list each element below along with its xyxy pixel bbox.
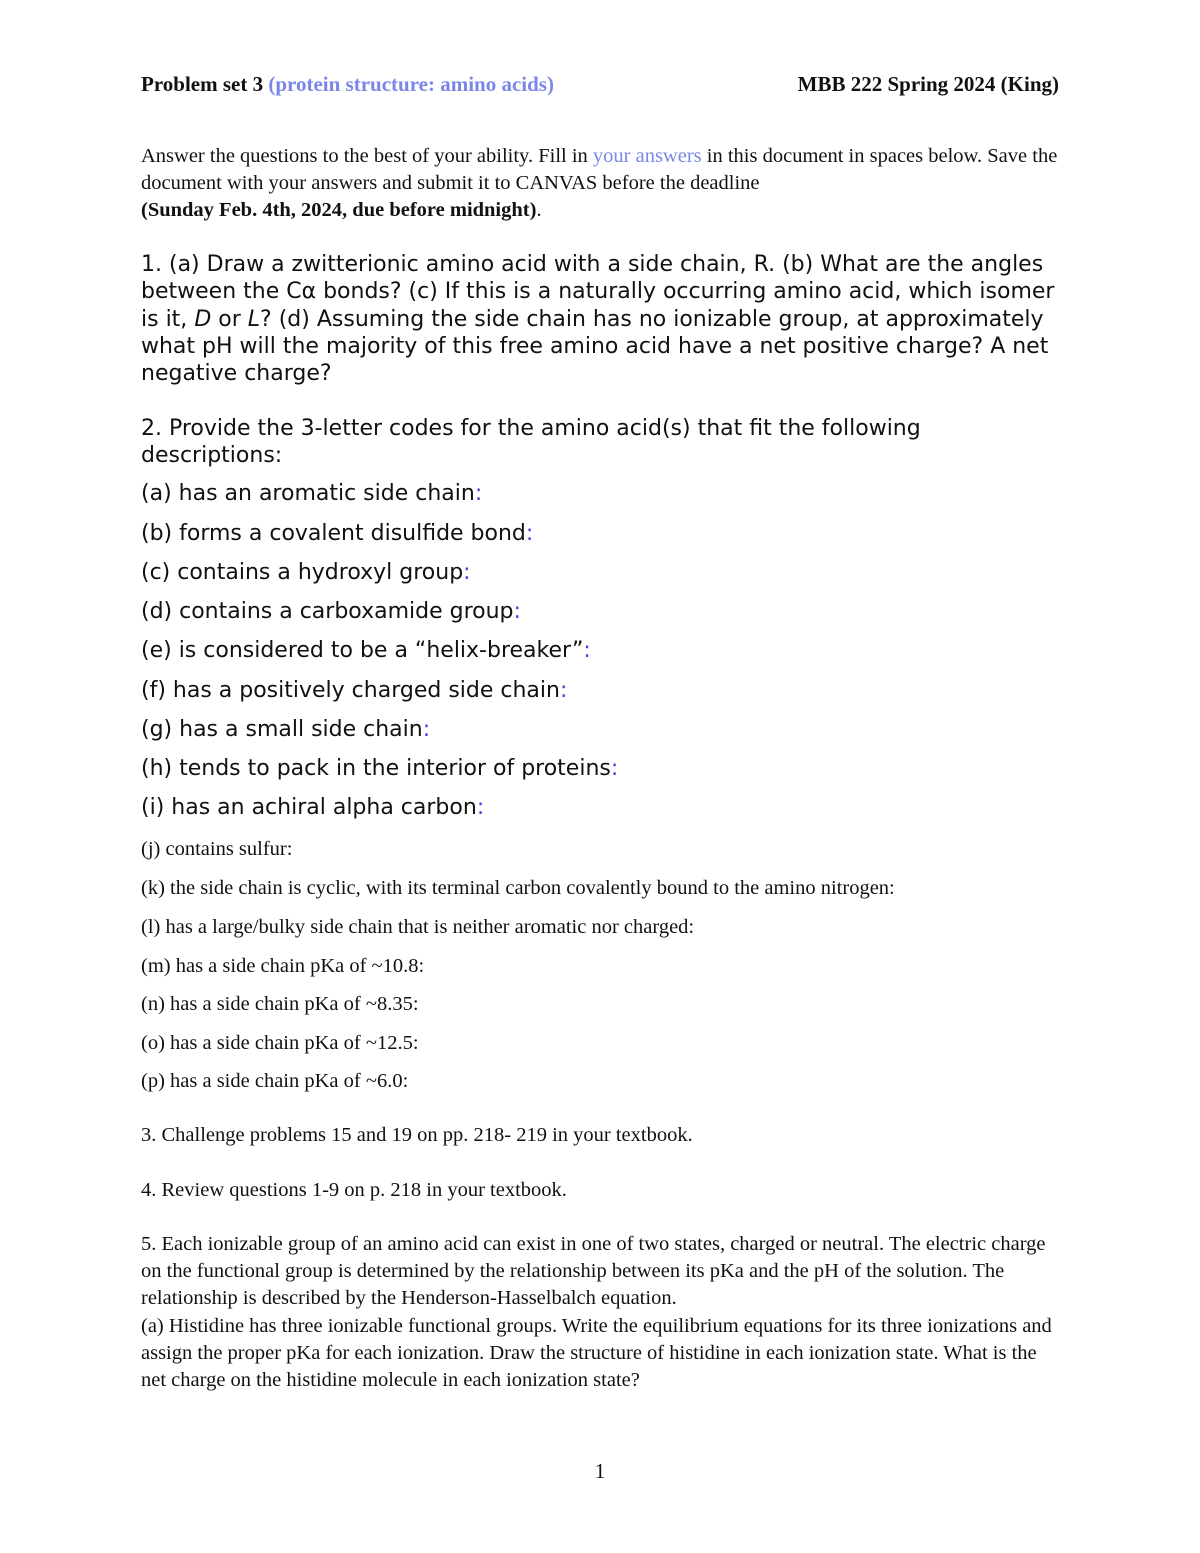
q2-item-k: (k) the side chain is cyclic, with its terminal carbon covalently bound to the amino nitrogen: (141, 877, 895, 899)
instructions-text: Answer the questions to the best of your ability. Fill in (141, 145, 588, 167)
header-left (141, 72, 554, 97)
your-answers-highlight: your answers (592, 145, 702, 167)
question-5a: (a) Histidine has three ionizable functional groups. Write the equilibrium equations for its three ionizations and assign the proper pKa for each ionization. Draw the structure of histidine in each ionization state. What is the net charge on the histidine molecule in each ionization state? (141, 1314, 1052, 1392)
question-1-text-cont: ? (d) Assuming the side chain has no ionizable group, at approximately what pH will the majority of this free amino acid have a net positive charge? A net negative charge? (141, 306, 1049, 387)
q2-item-j: (j) contains sulfur: (141, 838, 293, 860)
instructions-period: . (536, 199, 542, 221)
question-5 (141, 1231, 1061, 1394)
q2-item-d (141, 598, 521, 626)
q2-item-o: (o) has a side chain pKa of ~12.5: (141, 1032, 419, 1054)
page-number: 1 (594, 1459, 606, 1483)
answer-colon: : (610, 756, 619, 781)
answer-colon: : (476, 795, 485, 820)
q2-item-label: (e) is considered to be a “helix-breaker” (141, 638, 584, 663)
q2-item-label: (f) has a positively charged side chain (141, 678, 560, 703)
q2-item-label: (i) has an achiral alpha carbon (141, 795, 477, 820)
q2-item-label: (g) has a small side chain (141, 717, 423, 742)
q2-item-label: (a) has an aromatic side chain (141, 481, 475, 506)
q2-item-label: (b) forms a covalent disulfide bond (141, 521, 526, 546)
question-4: 4. Review questions 1-9 on p. 218 in your textbook. (141, 1179, 567, 1201)
q2-item-label: (c) contains a hydroxyl group (141, 560, 464, 585)
question-3: 3. Challenge problems 15 and 19 on pp. 218- 219 in your textbook. (141, 1124, 693, 1146)
deadline-text: (Sunday Feb. 4th, 2024, due before midnight) (141, 199, 537, 221)
page-header (141, 72, 1059, 102)
problem-set-topic: (protein structure: amino acids) (268, 72, 554, 96)
isomer-l: L (247, 306, 261, 332)
q2-item-label: (h) tends to pack in the interior of proteins (141, 756, 611, 781)
answer-colon: : (583, 638, 591, 663)
q2-item-n: (n) has a side chain pKa of ~8.35: (141, 993, 419, 1015)
question-1 (141, 251, 1061, 387)
instructions-text-cont: in this document in spaces below. Save the document with your answers and submit it to CANVAS before the deadline (141, 145, 1058, 194)
q2-item-e (141, 637, 591, 665)
q2-item-p: (p) has a side chain pKa of ~6.0: (141, 1070, 409, 1092)
q2-item-h (141, 755, 618, 783)
q2-item-f (141, 677, 567, 705)
answer-colon: : (474, 481, 483, 506)
answer-colon: : (525, 521, 534, 546)
isomer-or: or (218, 306, 241, 332)
course-info: MBB 222 Spring 2024 (King) (797, 72, 1059, 96)
q2-item-a (141, 480, 482, 508)
answer-colon: : (513, 599, 521, 624)
answer-colon: : (422, 717, 431, 742)
question-2-intro: 2. Provide the 3-letter codes for the amino acid(s) that fit the following descriptions: (141, 416, 921, 469)
answer-colon: : (559, 678, 568, 703)
q2-item-g (141, 716, 430, 744)
instructions-paragraph (141, 143, 1061, 224)
answer-colon: : (463, 560, 471, 585)
isomer-d: D (194, 306, 212, 332)
question-5-intro: 5. Each ionizable group of an amino acid can exist in one of two states, charged or neutral. The electric charge on the functional group is determined by the relationship between its pKa and the pH of the solution. The relationship is described by the Henderson-Hasselbalch equation. (141, 1233, 1046, 1310)
q2-item-l: (l) has a large/bulky side chain that is neither aromatic nor charged: (141, 916, 695, 938)
q2-item-i (141, 794, 484, 822)
q2-item-b (141, 520, 533, 548)
problem-set-title: Problem set 3 (141, 72, 264, 96)
question-1-text: 1. (a) Draw a zwitterionic amino acid with a side chain, R. (b) What are the angles between the Cα bonds? (c) If this is a naturally occurring amino acid, which isomer is it, (141, 252, 1055, 332)
q2-item-c (141, 559, 471, 587)
q2-item-label: (d) contains a carboxamide group (141, 599, 514, 624)
q2-item-m: (m) has a side chain pKa of ~10.8: (141, 955, 425, 977)
